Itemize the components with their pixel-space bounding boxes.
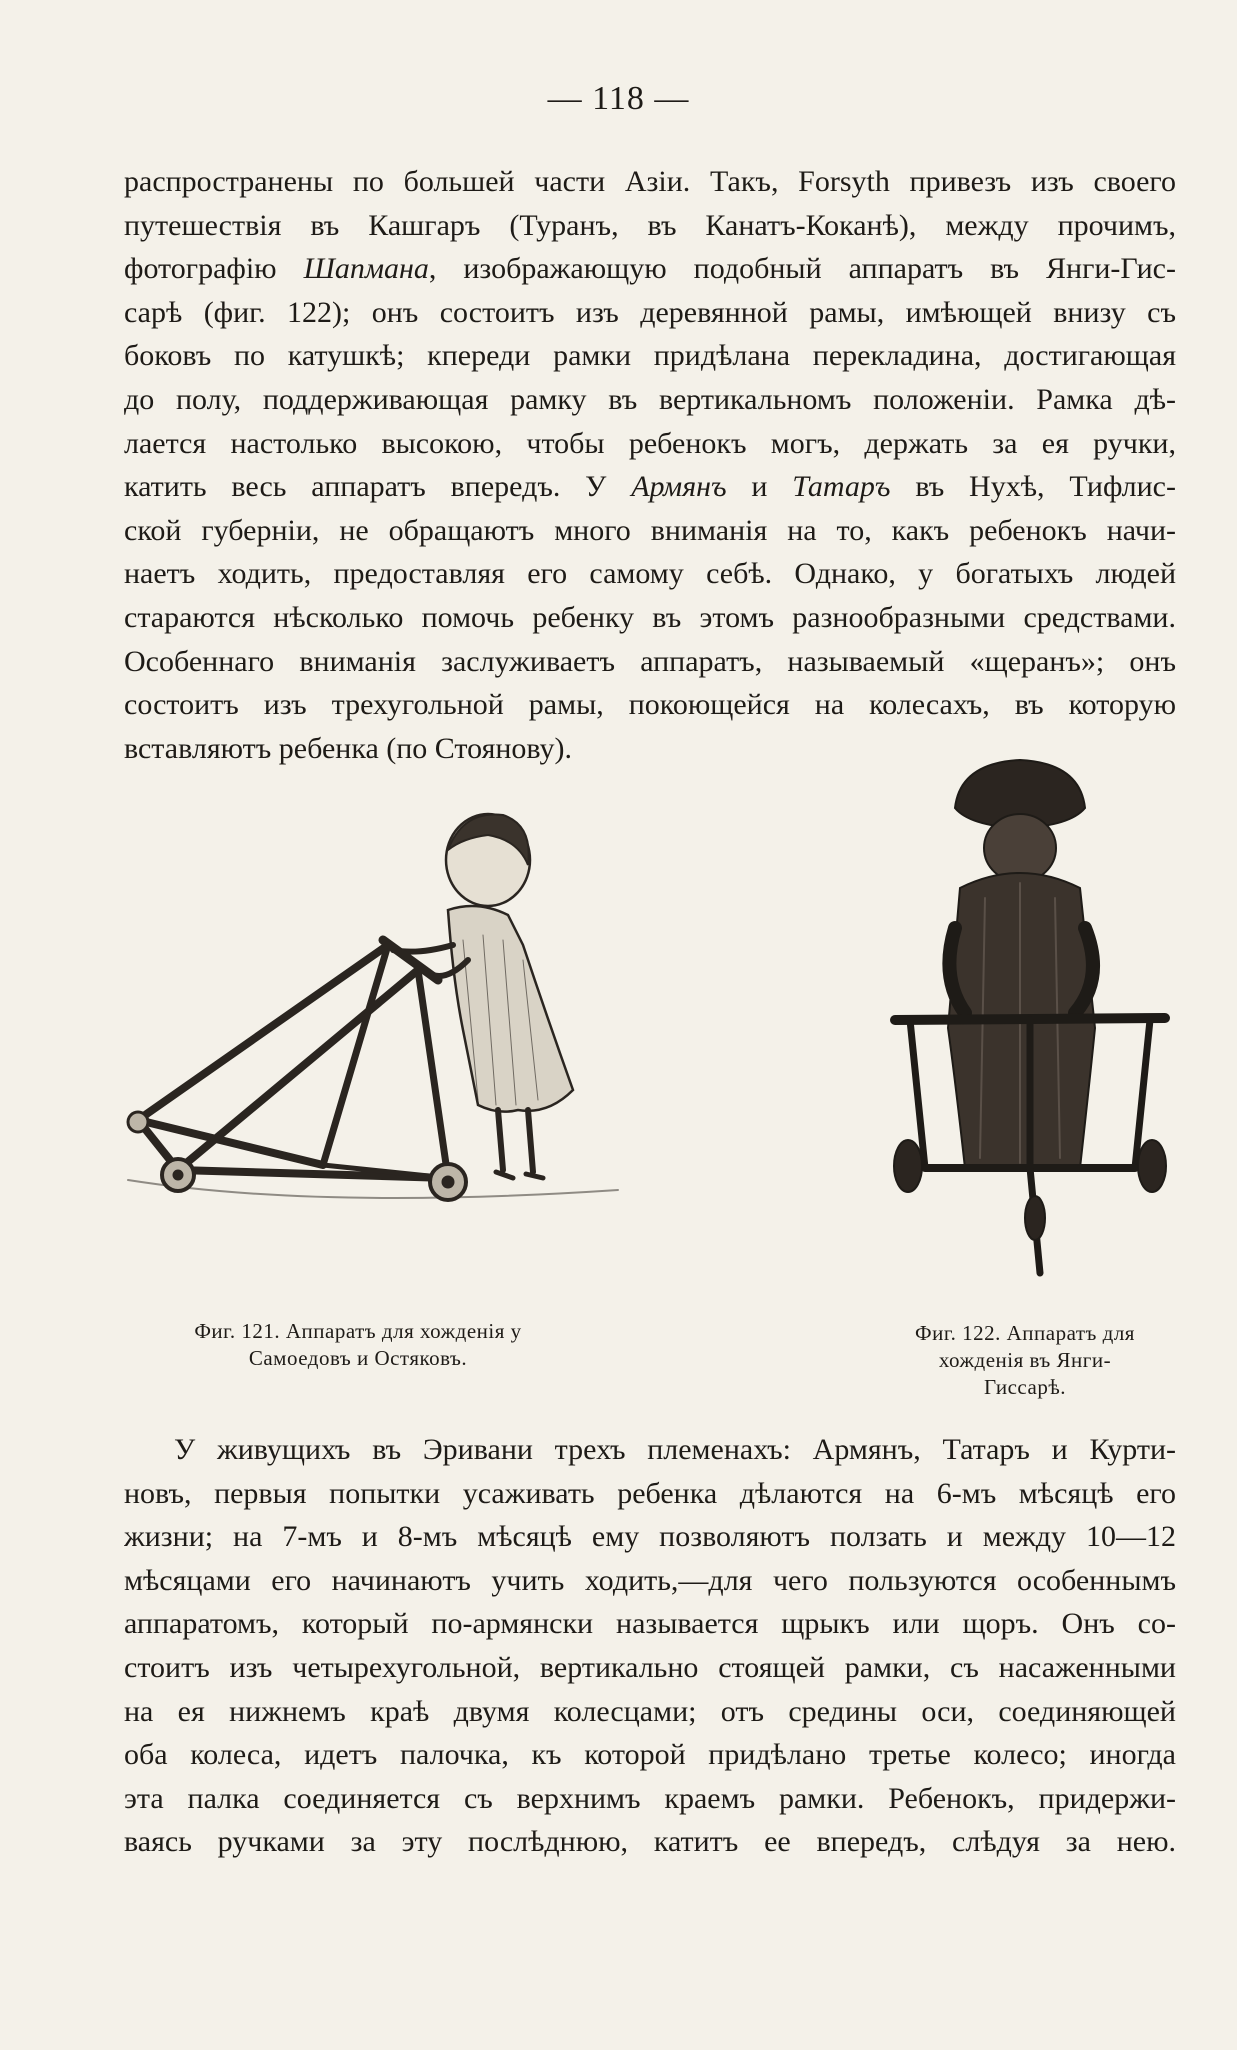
text-line: стоитъ изъ четырехугольной, вертикально стоящей рамки, съ насаженными (124, 1650, 1176, 1684)
text-line: стараются нѣсколько помочь ребенку въ этомъ разнообразными средствами. (124, 600, 1176, 634)
text-line: сарѣ (фиг. 122); онъ состоитъ изъ деревянной рамы, имѣющей внизу съ (124, 295, 1176, 329)
text-line: У живущихъ въ Эривани трехъ племенахъ: Армянъ, Татаръ и Курти- (174, 1433, 1176, 1466)
text-line: Особеннаго вниманія заслуживаетъ аппаратъ, называемый «щеранъ»; онъ (124, 644, 1176, 678)
text-line: ской губерніи, не обращаютъ много вниманія на то, какъ ребенокъ начи- (124, 513, 1176, 547)
text-line: жизни; на 7-мъ и 8-мъ мѣсяцѣ ему позволяютъ ползать и между 10—12 (124, 1520, 1176, 1554)
text-line: состоитъ изъ трехугольной рамы, покоющейся на колесахъ, въ которую (124, 688, 1176, 722)
author-name-italic: Шапмана (303, 252, 429, 286)
text-line: наетъ ходить, предоставляя его самому себѣ. Однако, у богатыхъ людей (124, 557, 1176, 591)
text-line: катить весь аппаратъ впередъ. У Армянъ и Татаръ въ Нухѣ, Тифлис- (124, 470, 1176, 504)
text-line: боковъ по катушкѣ; кпереди рамки придѣлана перекладина, достигающая (124, 339, 1176, 373)
text-line: путешествія въ Кашгаръ (Туранъ, въ Канатъ-Коканѣ), между прочимъ, (124, 208, 1176, 242)
text-line: аппаратомъ, который по-армянски называется щрыкъ или щоръ. Онъ со- (124, 1607, 1176, 1641)
text-line: распространены по большей части Азіи. Такъ, Forsyth привезъ изъ своего (124, 165, 1176, 198)
text-line: мѣсяцами его начинаютъ учить ходить,—для чего пользуются особеннымъ (124, 1563, 1176, 1597)
text-line: фотографію Шапмана, изображающую подобный аппаратъ въ Янги-Гис- (124, 252, 1176, 286)
text-line: до полу, поддерживающая рамку въ вертикальномъ положеніи. Рамка дѣ- (124, 382, 1176, 416)
figure-122-walker-illustration (880, 748, 1180, 1278)
text-line: вставляютъ ребенка (по Стоянову). (124, 731, 573, 765)
paragraph-top (124, 160, 1176, 770)
text-line: новъ, первыя попытки усаживать ребенка дѣлаются на 6-мъ мѣсяцѣ его (124, 1476, 1176, 1510)
figure-121-caption: Фиг. 121. Аппаратъ для хожденія у Самоедовъ и Остяковъ. (194, 1319, 522, 1370)
text-line: эта палка соединяется съ верхнимъ краемъ рамки. Ребенокъ, придержи- (124, 1781, 1176, 1815)
text-line: ваясь ручками за эту послѣднюю, катитъ ее впередъ, слѣдуя за нею. (124, 1825, 1176, 1859)
text-line: на ея нижнемъ краѣ двумя колесцами; отъ средины оси, соединяющей (124, 1694, 1176, 1728)
page-number: — 118 — (547, 80, 690, 117)
text-line: лается настолько высокою, чтобы ребенокъ могъ, держать за ея ручки, (124, 426, 1176, 460)
figure-122-caption: Фиг. 122. Аппаратъ для хожденія въ Янги- Гиссарѣ. (915, 1321, 1135, 1399)
text-line: оба колеса, идетъ палочка, къ которой придѣлано третье колесо; иногда (124, 1738, 1176, 1772)
figure-121-walker-illustration (118, 770, 648, 1270)
people-name-italic: Татаръ (792, 470, 891, 504)
paragraph-bottom (124, 1428, 1176, 1864)
people-name-italic: Армянъ (631, 470, 727, 504)
